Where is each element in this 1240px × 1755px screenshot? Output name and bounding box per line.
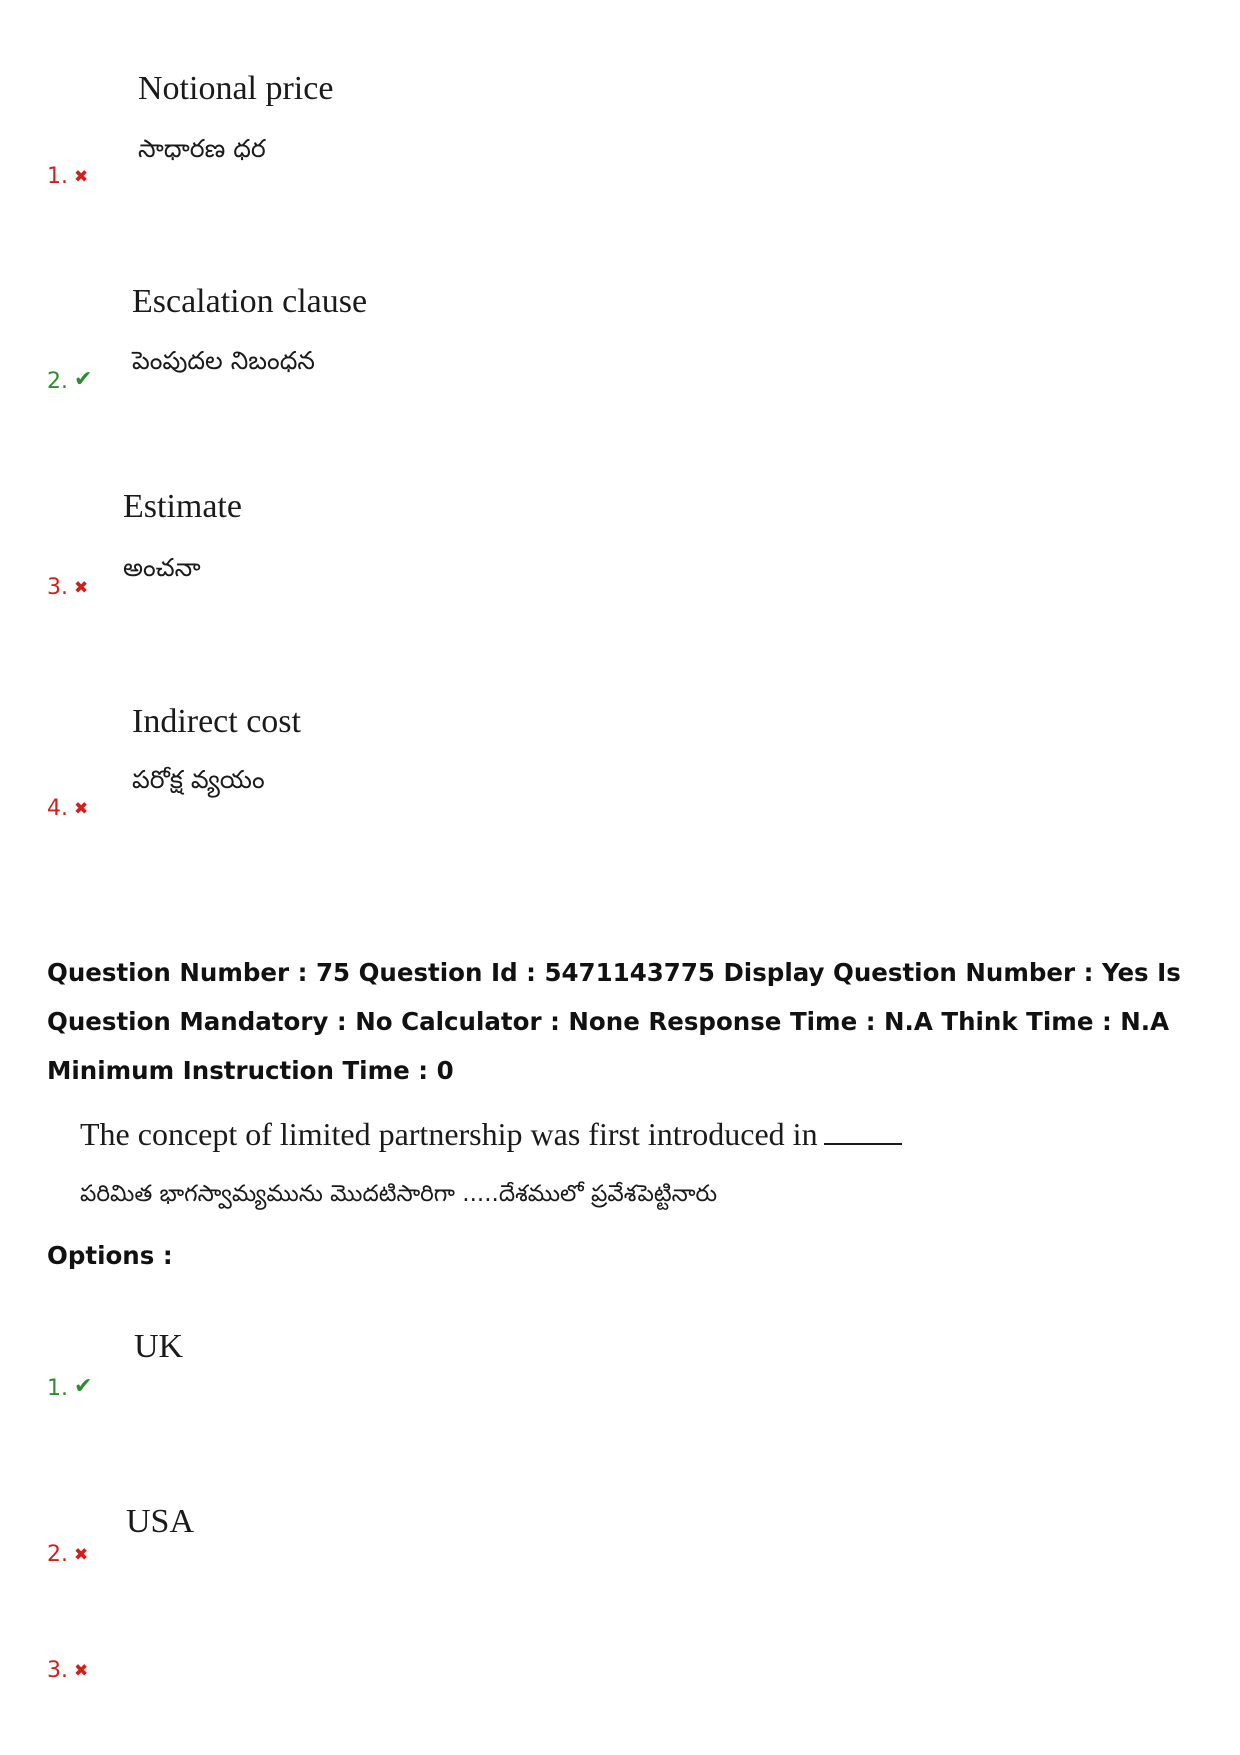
prev-option-2-english: Escalation clause: [132, 283, 368, 320]
question-text-telugu: పరిమిత భాగస్వామ్యమును మొదటిసారిగా .....దేశములో ప్రవేశపెట్టినారు: [80, 1181, 718, 1207]
question-text-english: [80, 1114, 902, 1154]
option-1-english: UK: [134, 1328, 184, 1365]
option-number: 1.: [47, 164, 68, 189]
question-meta: Question Number : 75 Question Id : 5471143775 Display Question Number : Yes Is Question Mandatory : No Calculator : None Response Time : N.A Think Time : N.A Minimum Instruction Time : 0: [47, 958, 1181, 1085]
option-2-marker: [47, 1543, 88, 1568]
question-english-text: The concept of limited partnership was first introduced in: [80, 1116, 818, 1152]
prev-option-4-telugu: పరోక్ష వ్యయం: [132, 765, 265, 794]
option-1-marker: [47, 1374, 93, 1401]
check-icon: ✔: [74, 367, 93, 392]
prev-option-2-telugu: పెంపుదల నిబంధన: [132, 346, 315, 375]
option-3-marker: [47, 1659, 88, 1684]
options-label: Options :: [47, 1241, 173, 1270]
option-number: 3.: [47, 1658, 68, 1683]
prev-option-2-marker: [47, 367, 93, 394]
cross-icon: ✖: [74, 167, 89, 187]
option-number: 1.: [47, 1376, 68, 1401]
prev-option-1-telugu: సాధారణ ధర: [138, 134, 266, 163]
option-number: 2.: [47, 369, 68, 394]
cross-icon: ✖: [74, 799, 89, 819]
option-number: 2.: [47, 1542, 68, 1567]
option-number: 4.: [47, 796, 68, 821]
prev-option-4-marker: [47, 797, 88, 822]
cross-icon: ✖: [74, 578, 89, 598]
check-icon: ✔: [74, 1374, 93, 1399]
prev-option-3-english: Estimate: [123, 488, 242, 525]
answer-blank: [824, 1117, 902, 1145]
cross-icon: ✖: [74, 1545, 89, 1565]
cross-icon: ✖: [74, 1661, 89, 1681]
prev-option-4-english: Indirect cost: [132, 703, 301, 740]
option-2-english: USA: [126, 1503, 195, 1540]
prev-option-1-marker: [47, 165, 88, 190]
option-number: 3.: [47, 575, 68, 600]
prev-option-3-telugu: అంచనా: [123, 553, 201, 582]
prev-option-3-marker: [47, 576, 88, 601]
prev-option-1-english: Notional price: [138, 70, 334, 107]
